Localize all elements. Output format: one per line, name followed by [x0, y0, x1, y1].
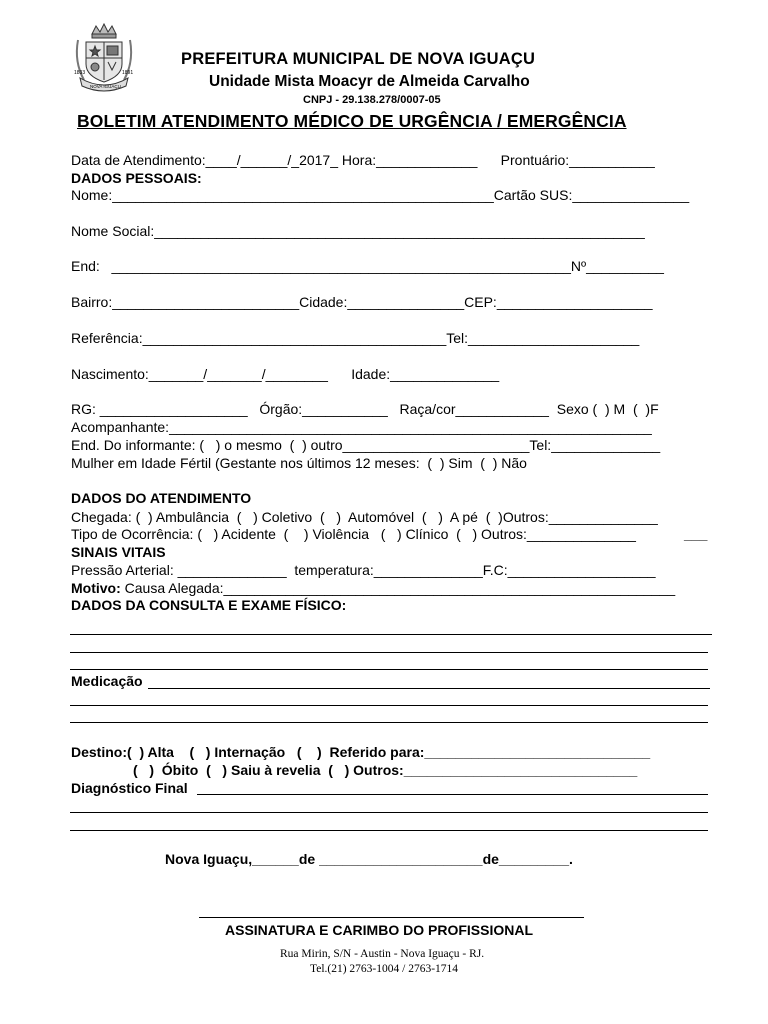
field-chegada[interactable]: Chegada: ( ) Ambulância ( ) Coletivo ( ) Automóvel ( ) A pé ( )Outros:______________	[71, 509, 658, 525]
field-pressao-arterial[interactable]: Pressão Arterial: ______________ temperatura:______________F.C:___________________	[71, 562, 656, 578]
field-nome[interactable]: Nome:_________________________________________________Cartão SUS:_______________	[71, 187, 690, 203]
field-mulher-idade-fertil[interactable]: Mulher em Idade Fértil (Gestante nos últimos 12 meses: ( ) Sim ( ) Não	[71, 455, 527, 471]
section-sinais-vitais: SINAIS VITAIS	[71, 544, 166, 560]
signature-caption: ASSINATURA E CARIMBO DO PROFISSIONAL	[225, 922, 534, 938]
field-nome-social[interactable]: Nome Social:_______________________________________________________________	[71, 223, 645, 239]
field-destino[interactable]: Destino:( ) Alta ( ) Internação ( ) Referido para:_____________________________	[71, 744, 651, 760]
crest-motto: NOVA IGUAÇU	[90, 84, 121, 89]
field-motivo[interactable]	[71, 580, 675, 596]
section-dados-consulta: DADOS DA CONSULTA E EXAME FÍSICO:	[71, 597, 347, 613]
form-title: BOLETIM ATENDIMENTO MÉDICO DE URGÊNCIA / EMERGÊNCIA	[77, 111, 627, 131]
field-bairro[interactable]: Bairro:________________________Cidade:_______________CEP:____________________	[71, 294, 653, 310]
signature-line[interactable]	[199, 917, 584, 918]
cnpj: CNPJ - 29.138.278/0007-05	[303, 94, 441, 106]
field-endereco[interactable]: End: ___________________________________________________________Nº__________	[71, 258, 664, 274]
field-referencia[interactable]: Referência:_______________________________________Tel:______________________	[71, 330, 640, 346]
field-acompanhante[interactable]: Acompanhante:______________________________________________________________	[71, 419, 652, 435]
motivo-label: Motivo:	[71, 580, 121, 596]
diagnostico-line-1[interactable]	[197, 794, 708, 795]
medicacao-line-2[interactable]	[70, 705, 708, 706]
diagnostico-label: Diagnóstico Final	[71, 780, 188, 796]
field-tipo-ocorrencia[interactable]: Tipo de Ocorrência: ( ) Acidente ( ) Violência ( ) Clínico ( ) Outros:______________	[71, 526, 636, 542]
diagnostico-line-3[interactable]	[70, 830, 708, 831]
section-dados-pessoais: DADOS PESSOAIS:	[71, 170, 202, 186]
consulta-line-3[interactable]	[70, 669, 708, 670]
motivo-causa: Causa Alegada:__________________________________________________________	[120, 580, 676, 596]
medicacao-label: Medicação	[71, 673, 143, 689]
unit-name: Unidade Mista Moacyr de Almeida Carvalho	[209, 73, 530, 90]
field-rg[interactable]: RG: ___________________ Órgão:___________ Raça/cor____________ Sexo ( ) M ( )F	[71, 401, 659, 417]
medicacao-line-3[interactable]	[70, 722, 708, 723]
consulta-line-1[interactable]	[70, 634, 712, 635]
medicacao-line-1[interactable]	[148, 688, 710, 689]
field-nascimento[interactable]: Nascimento:_______/_______/________ Idade:______________	[71, 366, 500, 382]
ocorrencia-extra-line: ___	[684, 526, 708, 542]
diagnostico-line-2[interactable]	[70, 812, 708, 813]
crest-year-left: 1833	[74, 70, 86, 76]
section-dados-atendimento: DADOS DO ATENDIMENTO	[71, 490, 252, 506]
field-data-atendimento[interactable]: Data de Atendimento:____/______/_2017_ Hora:_____________ Prontuário:___________	[71, 152, 655, 168]
field-local-data[interactable]: Nova Iguaçu,______de _____________________de_________.	[165, 851, 573, 867]
consulta-line-2[interactable]	[70, 652, 708, 653]
prefeitura-title: PREFEITURA MUNICIPAL DE NOVA IGUAÇU	[181, 50, 536, 68]
footer-address: Rua Mirin, S/N - Austin - Nova Iguaçu - RJ.	[280, 948, 485, 960]
crest-year-right: 1891	[122, 70, 134, 76]
field-end-informante[interactable]: End. Do informante: ( ) o mesmo ( ) outro________________________Tel:______________	[71, 437, 661, 453]
municipal-coat-of-arms-icon	[72, 22, 136, 92]
field-destino-2[interactable]: ( ) Óbito ( ) Saiu à revelia ( ) Outros:______________________________	[133, 762, 638, 778]
footer-phone: Tel.(21) 2763-1004 / 2763-1714	[310, 963, 459, 975]
